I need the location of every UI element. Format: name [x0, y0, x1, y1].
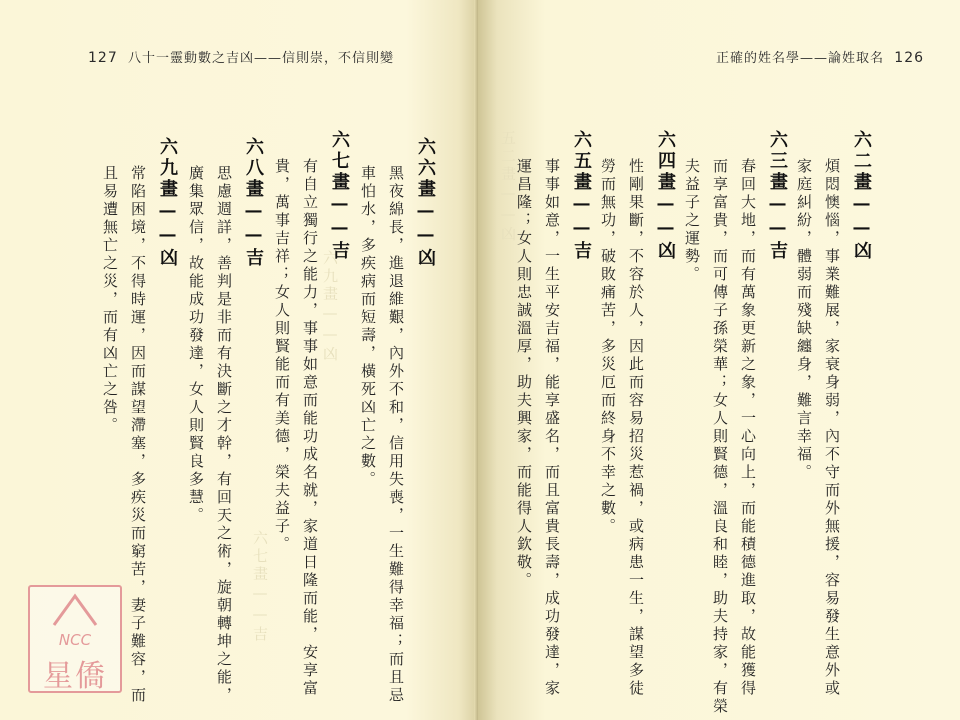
ncc-watermark-logo	[28, 585, 122, 693]
watermark-ncc-text: NCC	[58, 631, 92, 649]
show-through-text: 六九畫——凶	[321, 250, 339, 364]
body-line: 黑夜綿長，進退維艱，內外不和，信用失喪，一生難得幸福；而且忌	[387, 165, 405, 705]
body-line: 常陷困境，不得時運，因而謀望滯塞，多疾災而窮苦，妻子難容，而	[129, 165, 147, 705]
body-line: 性剛果斷，不容於人，因此而容易招災惹禍，或病患一生，謀望多徒	[627, 158, 645, 698]
left-page	[0, 0, 478, 720]
watermark-name-text: 星僑	[43, 659, 107, 694]
body-line: 貴，萬事吉祥；女人則賢能而有美德，榮夫益子。	[273, 158, 291, 554]
body-line: 車怕水，多疾病而短壽，橫死凶亡之數。	[359, 165, 377, 489]
body-line: 運昌隆；女人則忠誠溫厚，助夫興家，而能得人欽敬。	[515, 158, 533, 590]
right-page-running-title: 正確的姓名學——論姓取名	[716, 51, 885, 66]
right-page	[478, 0, 960, 720]
body-line: 勞而無功，破敗痛苦，多災厄而終身不幸之數。	[599, 158, 617, 536]
body-line: 事事如意，一生平安吉福，能享盛名，而且富貴長壽，成功發達，家	[543, 158, 561, 698]
section-heading: 六四畫——凶	[655, 130, 676, 262]
section-heading: 六八畫——吉	[243, 137, 264, 269]
show-through-text: 五二畫——凶	[499, 130, 517, 244]
body-line: 思慮週詳，善判是非而有決斷之才幹，有回天之術，旋朝轉坤之能，	[215, 165, 233, 705]
body-line: 廣集眾信，故能成功發達，女人則賢良多慧。	[187, 165, 205, 525]
right-page-header	[716, 47, 924, 66]
body-line: 家庭糾紛，體弱而殘缺纏身，難言幸福。	[795, 158, 813, 482]
mountain-icon	[50, 591, 100, 631]
body-line: 煩悶懊惱，事業難展，家衰身弱，內不守而外無援，容易發生意外或	[823, 158, 841, 698]
body-line: 夫益子之運勢。	[683, 158, 701, 284]
show-through-text: 六七畫——吉	[251, 530, 269, 644]
body-line: 而享富貴，而可傳子孫榮華；女人則賢德，溫良和睦，助夫持家，有榮	[711, 158, 729, 716]
left-page-running-title: 八十一靈動數之吉凶——信則崇，不信則變	[128, 51, 395, 66]
section-heading: 六五畫——吉	[571, 130, 592, 262]
body-line: 春回大地，而有萬象更新之象，一心向上，而能積德進取，故能獲得	[739, 158, 757, 698]
section-heading: 六六畫——凶	[415, 137, 436, 269]
body-line: 有自立獨行之能力，事事如意而能功成名就，家道日隆而能，安享富	[301, 158, 319, 698]
body-line: 且易遭無亡之災，而有凶亡之咎。	[101, 165, 119, 435]
right-page-number: 126	[894, 50, 925, 66]
section-heading: 六九畫——凶	[157, 137, 178, 269]
section-heading: 六七畫——吉	[329, 130, 350, 262]
section-heading: 六二畫——凶	[851, 130, 872, 262]
left-page-header	[88, 47, 394, 66]
section-heading: 六三畫——吉	[767, 130, 788, 262]
left-page-number: 127	[88, 50, 118, 66]
